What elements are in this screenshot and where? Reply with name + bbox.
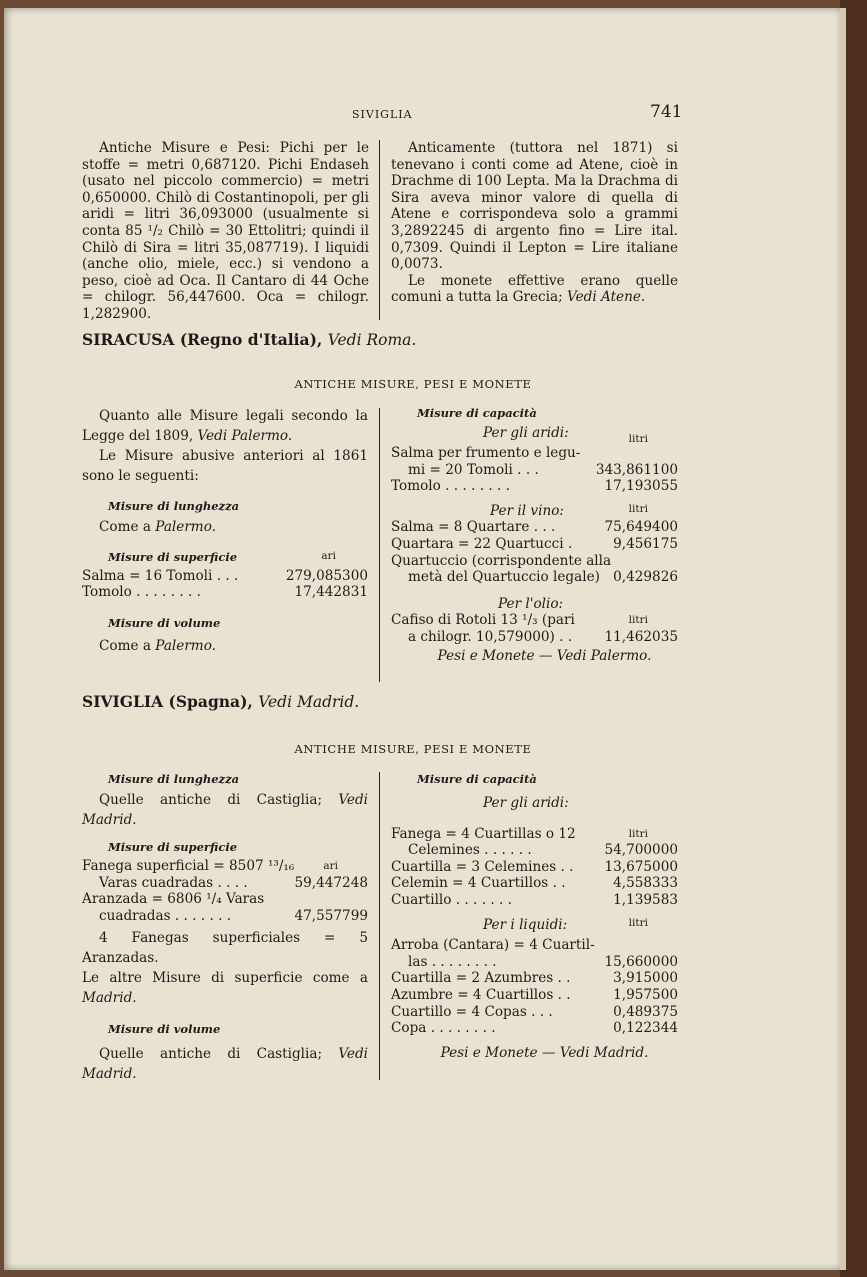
- siracusa-legal-note: Quanto alle Misure legali secondo la Legge del 1809, Vedi Palermo.: [82, 408, 368, 444]
- table-row: Celemin = 4 Cuartillos . . 4,558333: [391, 875, 678, 892]
- table-row: Cuartillo . . . . . . . 1,139583: [391, 891, 678, 908]
- siracusa-volume-title: Misure di volume: [108, 615, 221, 630]
- siviglia-right-column: [391, 772, 678, 1061]
- table-row: metà del Quartuccio legale) 0,429826: [408, 569, 678, 586]
- table-row: Copa . . . . . . . . 0,122344: [391, 1020, 678, 1037]
- siracusa-aridi-table: [391, 445, 678, 495]
- siracusa-lunghezza-title: Misure di lunghezza: [108, 499, 240, 513]
- siviglia-subheading: ANTICHE MISURE, PESI E MONETE: [294, 742, 532, 756]
- siviglia-aridi-table: [391, 826, 678, 909]
- table-row: Celemines . . . . . . 54,700000: [408, 842, 678, 859]
- siracusa-vino-table: [391, 519, 678, 585]
- table-row: mi = 20 Tomoli . . . 343,861100: [408, 461, 678, 478]
- table-row: Fanega = 4 Cuartillas o 12 litri: [391, 825, 648, 842]
- column-divider: [379, 408, 380, 682]
- siracusa-superficie-header: Misure di superficie ari: [108, 549, 336, 564]
- siracusa-capacita-title: Misure di capacità: [417, 406, 537, 420]
- siracusa-olio-title: Per l'olio:: [498, 595, 564, 612]
- siracusa-olio-table: [391, 612, 678, 645]
- siviglia-superficie-note: 4 Fanegas superficiales = 5 Aranzadas.: [82, 930, 368, 967]
- siracusa-right-column: [391, 406, 678, 664]
- siviglia-lunghezza-title: Misure di lunghezza: [108, 772, 240, 786]
- table-row: a chilogr. 10,579000) . . 11,462035: [408, 628, 678, 645]
- syra-coins-note: Le monete effettive erano quelle comuni a tutta la Grecia; Vedi Atene.: [391, 272, 678, 306]
- siviglia-volume-title: Misure di volume: [108, 1022, 221, 1037]
- siviglia-aridi-title: Per gli aridi:: [483, 795, 569, 811]
- table-row: Salma = 16 Tomoli . . . 279,085300: [82, 567, 368, 584]
- siracusa-left-column: [82, 406, 368, 654]
- page-number: 741: [650, 102, 683, 122]
- table-row: Salma per frumento e legu-: [391, 445, 581, 461]
- table-row: Azumbre = 4 Cuartillos . . 1,957500: [391, 986, 678, 1003]
- table-row: Quartuccio (corrispondente alla: [391, 552, 612, 569]
- siracusa-aridi-header: Per gli aridi: litri: [483, 425, 648, 445]
- table-row: Quartara = 22 Quartucci . 9,456175: [391, 535, 678, 552]
- siracusa-subheading: ANTICHE MISURE, PESI E MONETE: [294, 377, 532, 391]
- column-divider: [379, 772, 380, 1080]
- siracusa-vino-header: Per il vino: litri: [490, 502, 648, 519]
- siracusa-volume-text: Come a Palermo.: [99, 637, 216, 654]
- siviglia-superficie-title: Misure di superficie: [108, 840, 238, 854]
- siviglia-liquidi-table: [391, 937, 678, 1037]
- table-row: las . . . . . . . . 15,660000: [408, 953, 678, 970]
- siracusa-footer-ref: Pesi e Monete — Vedi Palermo.: [437, 647, 652, 664]
- table-row: Salma = 8 Quartare . . . 75,649400: [391, 519, 678, 536]
- table-row: Tomolo . . . . . . . . 17,442831: [82, 584, 368, 601]
- siviglia-liquidi-header: Per i liquidi: litri: [483, 916, 648, 933]
- table-row: Cuartilla = 2 Azumbres . . 3,915000: [391, 970, 678, 987]
- table-row: Tomolo . . . . . . . . 17,193055: [391, 478, 678, 495]
- table-row: Cuartillo = 4 Copas . . . 0,489375: [391, 1003, 678, 1020]
- top-right-column: [391, 140, 678, 306]
- siracusa-superficie-table: [82, 568, 368, 601]
- siviglia-heading: SIVIGLIA (Spagna), Vedi Madrid.: [82, 692, 360, 711]
- table-row: cuadradas . . . . . . . 47,557799: [99, 907, 368, 924]
- syra-coins-paragraph: Anticamente (tuttora nel 1871) si tenevano i conti come ad Atene, cioè in Drachme di 100 Lepta. Ma la Drachma di Sira aveva minor valore di quella di Atene e corrispondeva solo a grammi 3,2892245 di argento fino = Lire ital. 0,7309. Quindi il Lepton = Lire italiane 0,0073.: [391, 140, 678, 273]
- siviglia-volume-text: Quelle antiche di Castiglia; Vedi Madrid.: [82, 1046, 368, 1083]
- syra-weights-paragraph: Antiche Misure e Pesi: Pichi per le stoffe = metri 0,687120. Pichi Endaseh (usato nel piccolo commercio) = metri 0,650000. Chilò di Costantinopoli, per gli aridi = litri 36,093000 (usualmente si conta 85 ¹/₂ Chilò = 30 Ettolitri; quindi il Chilò di Sira = litri 35,087719). I liquidi (anche olio, miele, ecc.) si vendono a peso, cioè ad Oca. Il Cantaro di 44 Oche = chilogr. 56,447600. Oca = chilogr. 1,282900.: [82, 140, 369, 322]
- siviglia-superficie-table: [82, 858, 368, 924]
- siviglia-left-column: [82, 772, 368, 1084]
- siracusa-abusive-note: Le Misure abusive anteriori al 1861 sono le seguenti:: [82, 448, 368, 484]
- siviglia-capacita-title: Misure di capacità: [417, 772, 537, 786]
- top-left-column: [82, 140, 369, 323]
- table-row: Arroba (Cantara) = 4 Cuartil-: [391, 937, 595, 954]
- table-row: Aranzada = 6806 ¹/₄ Varas: [82, 891, 265, 908]
- siracusa-heading: SIRACUSA (Regno d'Italia), Vedi Roma.: [82, 330, 417, 349]
- running-title: SIVIGLIA: [352, 108, 413, 121]
- siviglia-lunghezza-text: Quelle antiche di Castiglia; Vedi Madrid.: [82, 792, 368, 828]
- siviglia-superficie-other: Le altre Misure di superficie come a Madrid.: [82, 970, 368, 1007]
- table-row: Cafiso di Rotoli 13 ¹/₃ (pari litri: [391, 612, 648, 629]
- table-row: Varas cuadradas . . . . 59,447248: [99, 874, 368, 891]
- siracusa-lunghezza-text: Come a Palermo.: [99, 519, 216, 535]
- table-row: Fanega superficial = 8507 ¹³/₁₆ ari: [82, 858, 338, 874]
- table-row: Cuartilla = 3 Celemines . . 13,675000: [391, 858, 678, 875]
- siviglia-footer-ref: Pesi e Monete — Vedi Madrid.: [440, 1044, 649, 1061]
- column-divider: [379, 140, 380, 320]
